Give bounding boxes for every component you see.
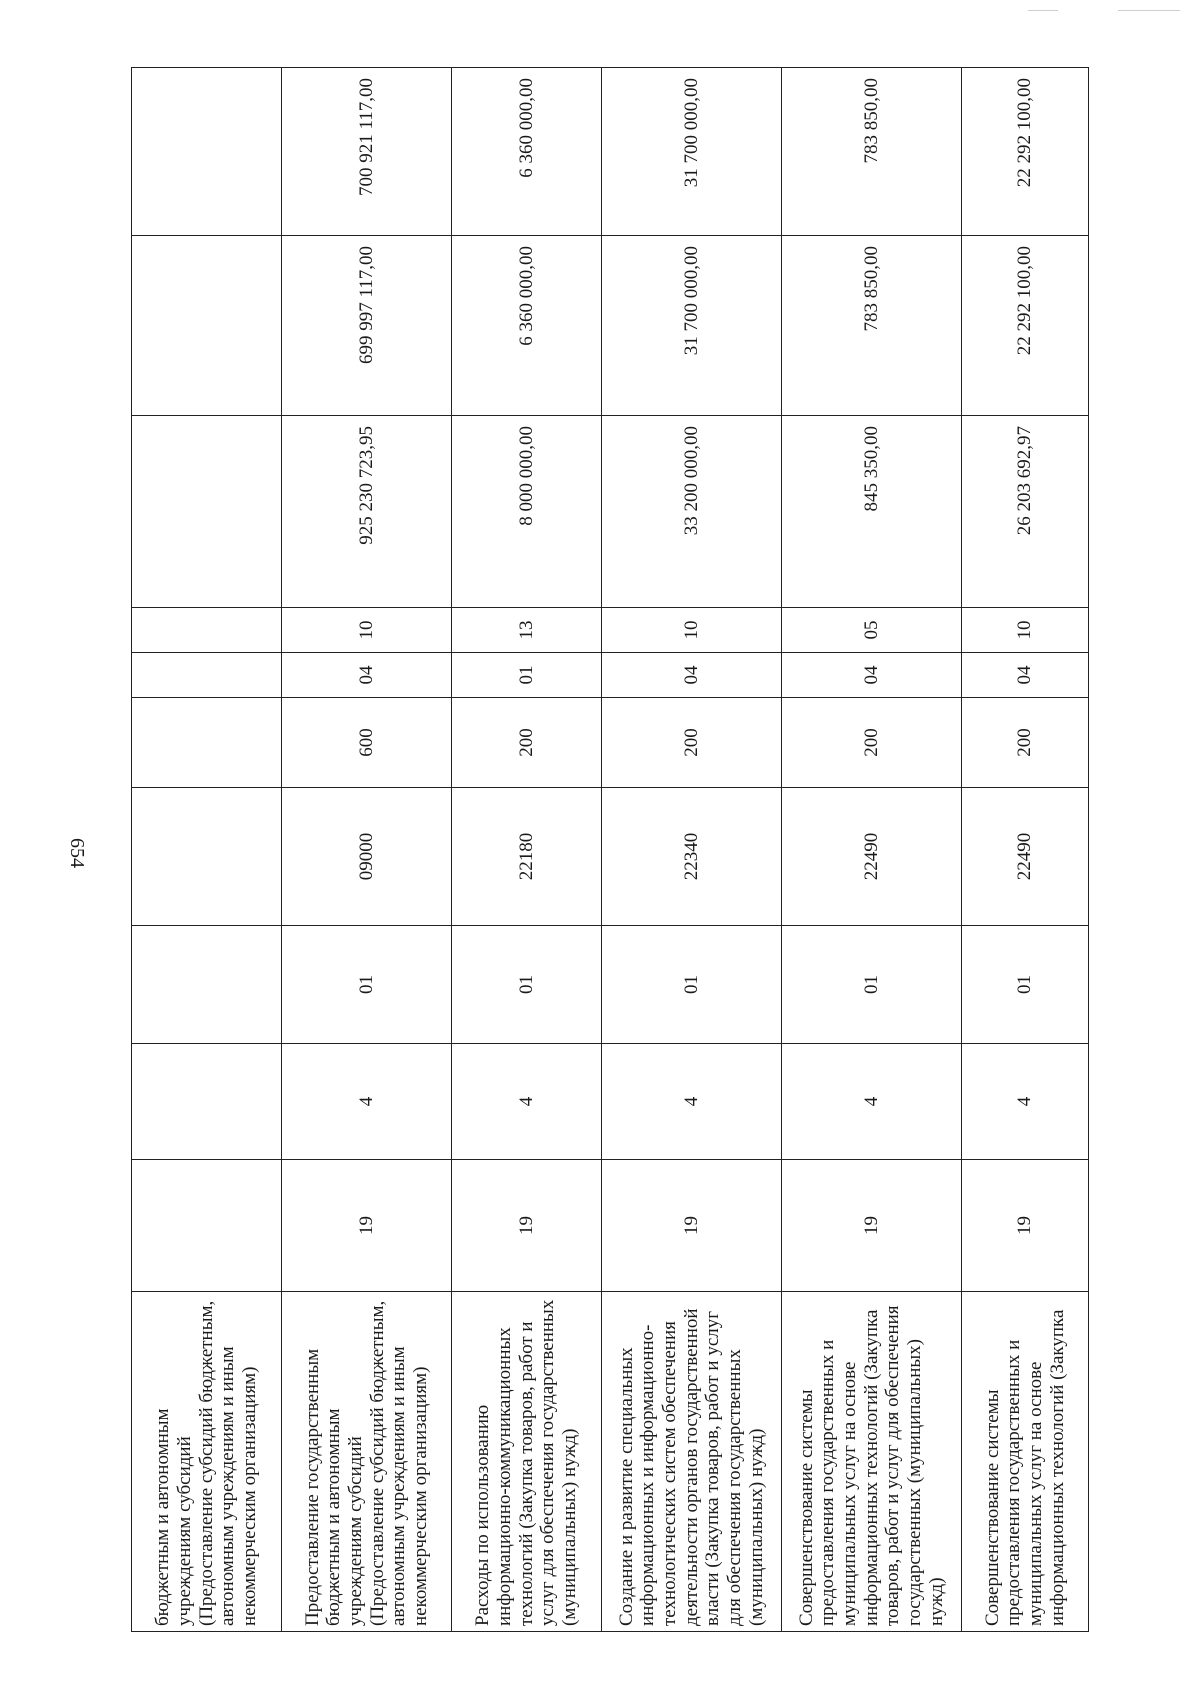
cell-amount: 700 921 117,00 [282, 68, 452, 236]
cell-code [132, 653, 282, 698]
cell-code: 04 [782, 653, 962, 698]
cell-code: 19 [282, 1160, 452, 1292]
cell-code: 4 [602, 1044, 782, 1160]
table-row [962, 68, 1089, 1632]
cell-code: 200 [962, 698, 1089, 788]
cell-amount [132, 68, 282, 236]
cell-code [132, 698, 282, 788]
scan-artifact [1028, 10, 1058, 11]
table-row [602, 68, 782, 1632]
cell-amount: 6 360 000,00 [452, 236, 602, 416]
cell-code: 09000 [282, 788, 452, 926]
cell-code: 200 [452, 698, 602, 788]
cell-code: 22490 [962, 788, 1089, 926]
cell-amount: 783 850,00 [782, 68, 962, 236]
table-row [282, 68, 452, 1632]
cell-amount: 26 203 692,97 [962, 416, 1089, 608]
cell-code: 01 [782, 926, 962, 1044]
cell-code: 04 [282, 653, 452, 698]
cell-code: 10 [962, 608, 1089, 653]
cell-code: 19 [452, 1160, 602, 1292]
row-description: Совершенствование системы предоставления государственных и муниципальных услуг на основе информационных технологий (Закупка [962, 1292, 1089, 1632]
page-number: 654 [66, 838, 88, 868]
cell-code: 22340 [602, 788, 782, 926]
rotated-table-container [131, 68, 1088, 1632]
table-row [782, 68, 962, 1632]
cell-code: 600 [282, 698, 452, 788]
table-body [132, 68, 1089, 1632]
table-row [452, 68, 602, 1632]
cell-amount: 699 997 117,00 [282, 236, 452, 416]
cell-amount: 925 230 723,95 [282, 416, 452, 608]
scan-artifact [1118, 10, 1180, 11]
cell-code: 01 [452, 653, 602, 698]
cell-code: 19 [962, 1160, 1089, 1292]
cell-code: 4 [962, 1044, 1089, 1160]
cell-code: 4 [452, 1044, 602, 1160]
cell-code: 01 [452, 926, 602, 1044]
cell-code [132, 1160, 282, 1292]
cell-amount: 22 292 100,00 [962, 236, 1089, 416]
cell-code: 05 [782, 608, 962, 653]
cell-amount: 31 700 000,00 [602, 68, 782, 236]
cell-amount: 31 700 000,00 [602, 236, 782, 416]
cell-code [132, 608, 282, 653]
cell-amount [132, 416, 282, 608]
cell-amount: 6 360 000,00 [452, 68, 602, 236]
cell-amount: 845 350,00 [782, 416, 962, 608]
cell-code: 19 [782, 1160, 962, 1292]
cell-code: 200 [602, 698, 782, 788]
cell-code: 01 [602, 926, 782, 1044]
row-description: бюджетным и автономным учреждениям субсидий (Предоставление субсидий бюджетным, автономным учреждениям и иным некоммерческим организациям) [132, 1292, 282, 1632]
cell-code: 4 [782, 1044, 962, 1160]
cell-code: 01 [962, 926, 1089, 1044]
cell-code: 01 [282, 926, 452, 1044]
row-description: Расходы по использованию информационно-коммуникационных технологий (Закупка товаров, работ и услуг для обеспечения государственных (муниципальных) нужд) [452, 1292, 602, 1632]
cell-code: 22180 [452, 788, 602, 926]
cell-amount: 22 292 100,00 [962, 68, 1089, 236]
cell-code: 10 [602, 608, 782, 653]
row-description: Создание и развитие специальных информационных и информационно-технологических систем обеспечения деятельности органов государственной власти (Закупка товаров, работ и услуг для обеспечения государственных (муниципальных) нужд) [602, 1292, 782, 1632]
row-description: Предоставление государственным бюджетным и автономным учреждениям субсидий (Предоставление субсидий бюджетным, автономным учреждениям и иным некоммерческим организациям) [282, 1292, 452, 1632]
budget-table [131, 67, 1089, 1632]
cell-amount: 8 000 000,00 [452, 416, 602, 608]
cell-code: 200 [782, 698, 962, 788]
table-row [132, 68, 282, 1632]
cell-code: 10 [282, 608, 452, 653]
cell-code: 22490 [782, 788, 962, 926]
cell-code: 19 [602, 1160, 782, 1292]
cell-code: 04 [962, 653, 1089, 698]
cell-amount: 783 850,00 [782, 236, 962, 416]
cell-code [132, 926, 282, 1044]
cell-code: 13 [452, 608, 602, 653]
cell-code [132, 788, 282, 926]
cell-code: 4 [282, 1044, 452, 1160]
cell-amount: 33 200 000,00 [602, 416, 782, 608]
row-description: Совершенствование системы предоставления государственных и муниципальных услуг на основе информационных технологий (Закупка товаров, работ и услуг для обеспечения государственных (муниципальных) нужд) [782, 1292, 962, 1632]
cell-code [132, 1044, 282, 1160]
cell-code: 04 [602, 653, 782, 698]
cell-amount [132, 236, 282, 416]
